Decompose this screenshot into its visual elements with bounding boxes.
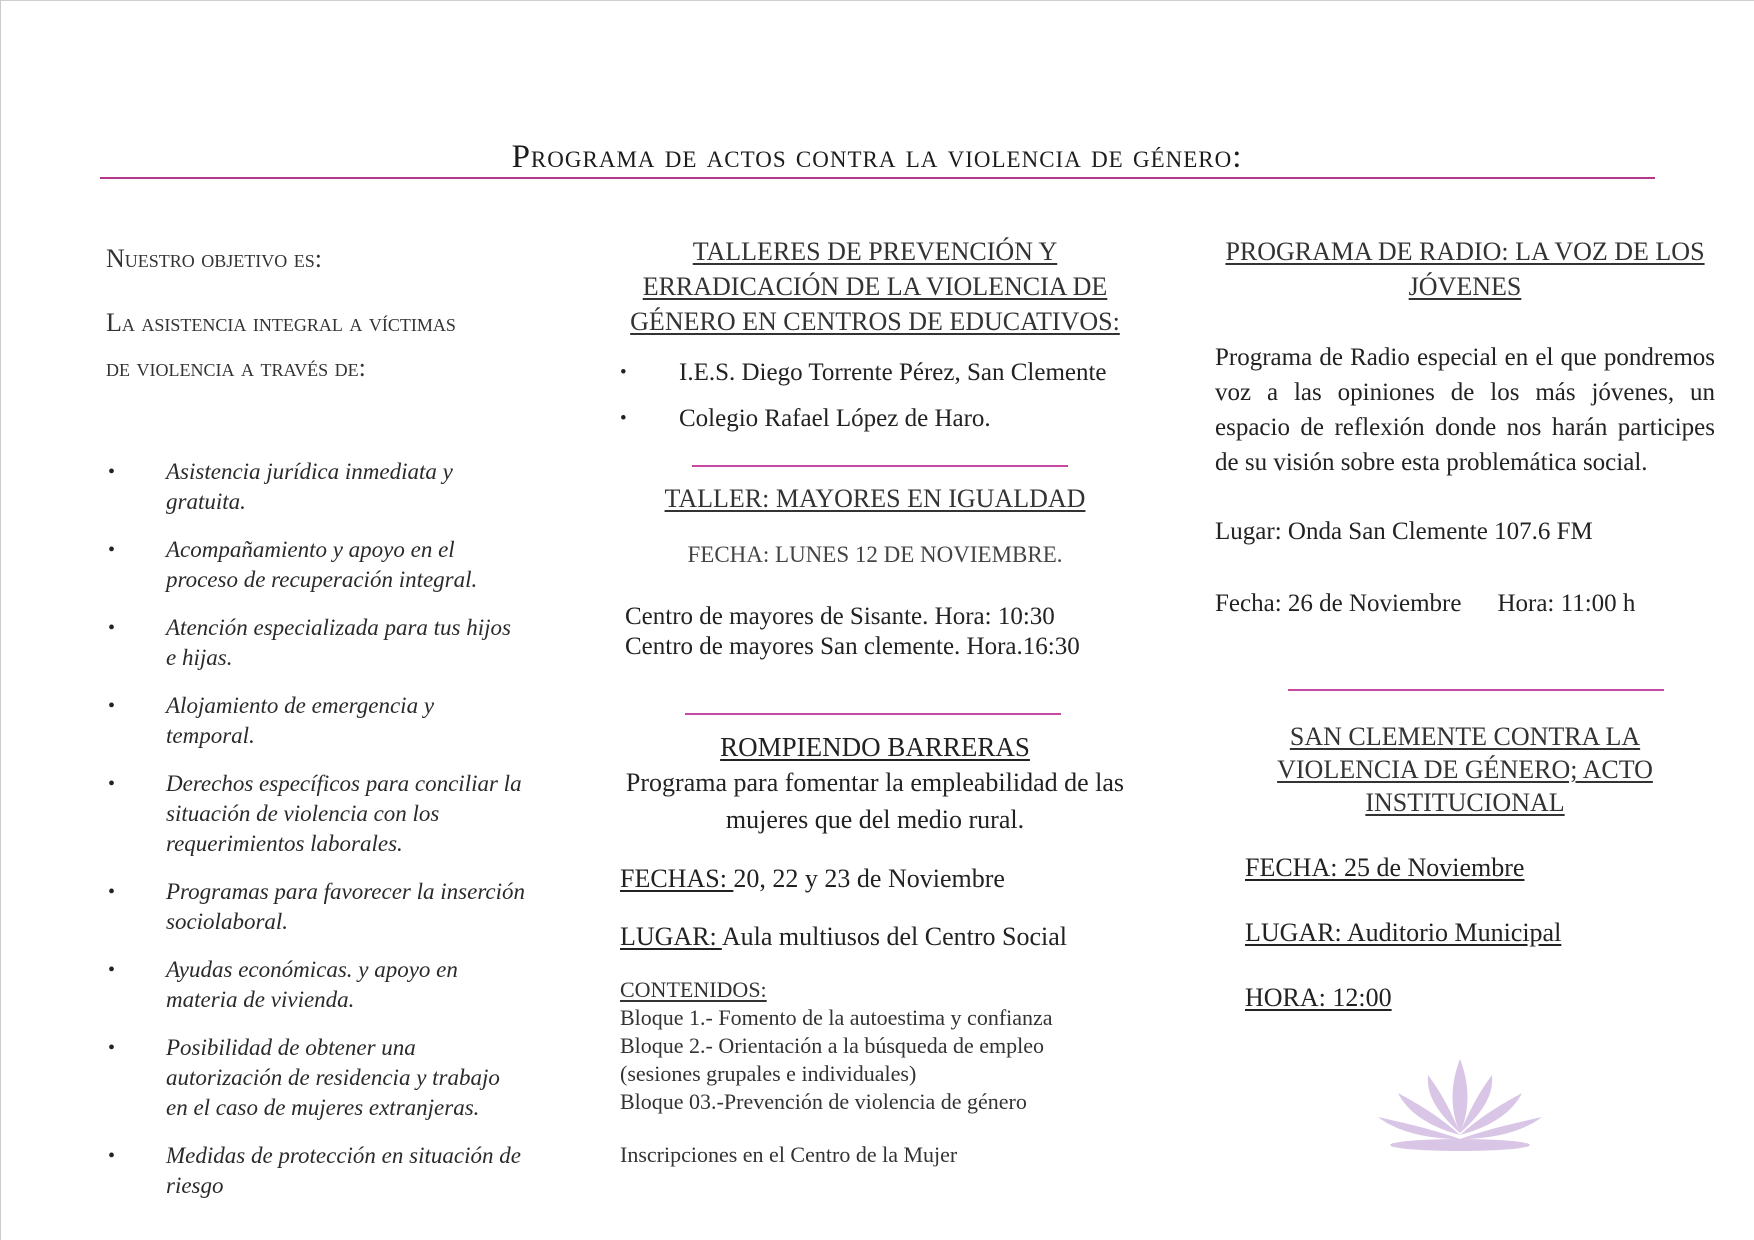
rompiendo-dates [620, 864, 1005, 894]
mayores-center-sisante: Centro de mayores de Sisante. Hora: 10:30 [625, 603, 1055, 630]
list-item [615, 350, 1135, 396]
lotus-flourish-icon [1370, 1055, 1550, 1155]
radio-description: Programa de Radio especial en el que pondremos voz a las opiniones de los más jóvenes, un espacio de reflexión donde nos harán participes de su visión sobre esta problemática social. [1215, 344, 1715, 476]
rompiendo-place [620, 922, 1067, 952]
mayores-title: TALLER: MAYORES EN IGUALDAD [664, 484, 1086, 513]
bullet-icon: • [108, 881, 116, 903]
service-text: Acompañamiento y apoyo en el proceso de recuperación integral. [166, 537, 478, 592]
section-divider [692, 465, 1068, 467]
place-value: Aula multiusos del Centro Social [721, 922, 1068, 951]
objective-heading: Nuestro objetivo es: [106, 244, 323, 273]
mayores-date: FECHA: LUNES 12 DE NOVIEMBRE. [687, 542, 1063, 567]
list-item [106, 1033, 526, 1123]
bullet-icon: • [108, 539, 116, 561]
service-text: Alojamiento de emergencia y temporal. [166, 693, 435, 748]
list-item [106, 535, 526, 595]
list-item [106, 457, 526, 517]
bullet-icon: • [108, 617, 116, 639]
objective-intro [106, 300, 536, 390]
radio-time: Hora: 11:00 h [1497, 590, 1636, 617]
service-text: Asistencia jurídica inmediata y gratuita. [166, 459, 453, 514]
list-item [106, 691, 526, 751]
radio-title: PROGRAMA DE RADIO: LA VOZ DE LOS JÓVENES [1225, 237, 1705, 301]
contents-label: CONTENIDOS: [620, 977, 767, 1002]
dates-label: FECHAS: [620, 864, 734, 893]
radio-place: Lugar: Onda San Clemente 107.6 FM [1215, 518, 1593, 545]
content-item: Bloque 2.- Orientación a la búsqueda de empleo [620, 1033, 1044, 1058]
objective-intro-line: de violencia a través de: [106, 353, 366, 382]
bullet-icon: • [620, 362, 627, 383]
section-divider [685, 713, 1061, 715]
list-item [615, 396, 1135, 442]
list-item [106, 877, 526, 937]
content-item: Bloque 03.-Prevención de violencia de género [620, 1089, 1027, 1114]
page-title: Programa de actos contra la violencia de género: [511, 139, 1243, 175]
bullet-icon: • [620, 408, 627, 429]
dates-value: 20, 22 y 23 de Noviembre [733, 864, 1005, 893]
bullet-icon: • [108, 773, 116, 795]
objective-intro-line: La asistencia integral a víctimas [106, 308, 456, 337]
service-text: Derechos específicos para conciliar la situación de violencia con los requerimientos laborales. [166, 771, 522, 856]
radio-schedule [1215, 590, 1635, 618]
title-divider [100, 177, 1655, 179]
page-border-left [0, 0, 1, 1240]
content-item: (sesiones grupales e individuales) [620, 1061, 917, 1086]
bullet-icon: • [108, 959, 116, 981]
content-item: Bloque 1.- Fomento de la autoestima y confianza [620, 1005, 1053, 1030]
radio-date: Fecha: 26 de Noviembre [1215, 590, 1462, 617]
page-border-top [0, 0, 1754, 1]
bullet-icon: • [108, 1145, 116, 1167]
talleres-title: TALLERES DE PREVENCIÓN Y ERRADICACIÓN DE LA VIOLENCIA DE GÉNERO EN CENTROS DE EDUCATIVOS: [630, 237, 1120, 336]
list-item [106, 955, 526, 1015]
acto-time: HORA: 12:00 [1245, 983, 1392, 1012]
acto-date: FECHA: 25 de Noviembre [1245, 853, 1525, 882]
contents-block [620, 976, 1053, 1116]
bullet-icon: • [108, 695, 116, 717]
list-item [106, 1141, 526, 1201]
registration-note: Inscripciones en el Centro de la Mujer [620, 1142, 958, 1167]
schools-list [615, 350, 1135, 442]
bullet-icon: • [108, 461, 116, 483]
school-name: Colegio Rafael López de Haro. [679, 405, 991, 432]
service-text: Programas para favorecer la inserción sociolaboral. [166, 879, 526, 934]
section-divider [1288, 689, 1664, 691]
service-text: Medidas de protección en situación de riesgo [166, 1143, 521, 1198]
acto-place: LUGAR: Auditorio Municipal [1245, 918, 1562, 947]
services-list [106, 457, 526, 1219]
bullet-icon: • [108, 1037, 116, 1059]
school-name: I.E.S. Diego Torrente Pérez, San Clemente [679, 359, 1107, 386]
rompiendo-description: Programa para fomentar la empleabilidad de las mujeres que del medio rural. [625, 768, 1125, 834]
mayores-center-san-clemente: Centro de mayores San clemente. Hora.16:30 [625, 633, 1080, 660]
service-text: Atención especializada para tus hijos e hijas. [166, 615, 511, 670]
list-item [106, 613, 526, 673]
place-label: LUGAR: [620, 922, 722, 951]
service-text: Posibilidad de obtener una autorización de residencia y trabajo en el caso de mujeres extranjeras. [166, 1035, 500, 1120]
service-text: Ayudas económicas. y apoyo en materia de vivienda. [166, 957, 458, 1012]
list-item [106, 769, 526, 859]
acto-title: SAN CLEMENTE CONTRA LA VIOLENCIA DE GÉNERO; ACTO INSTITUCIONAL [1277, 722, 1653, 817]
rompiendo-title: ROMPIENDO BARRERAS [720, 732, 1030, 762]
